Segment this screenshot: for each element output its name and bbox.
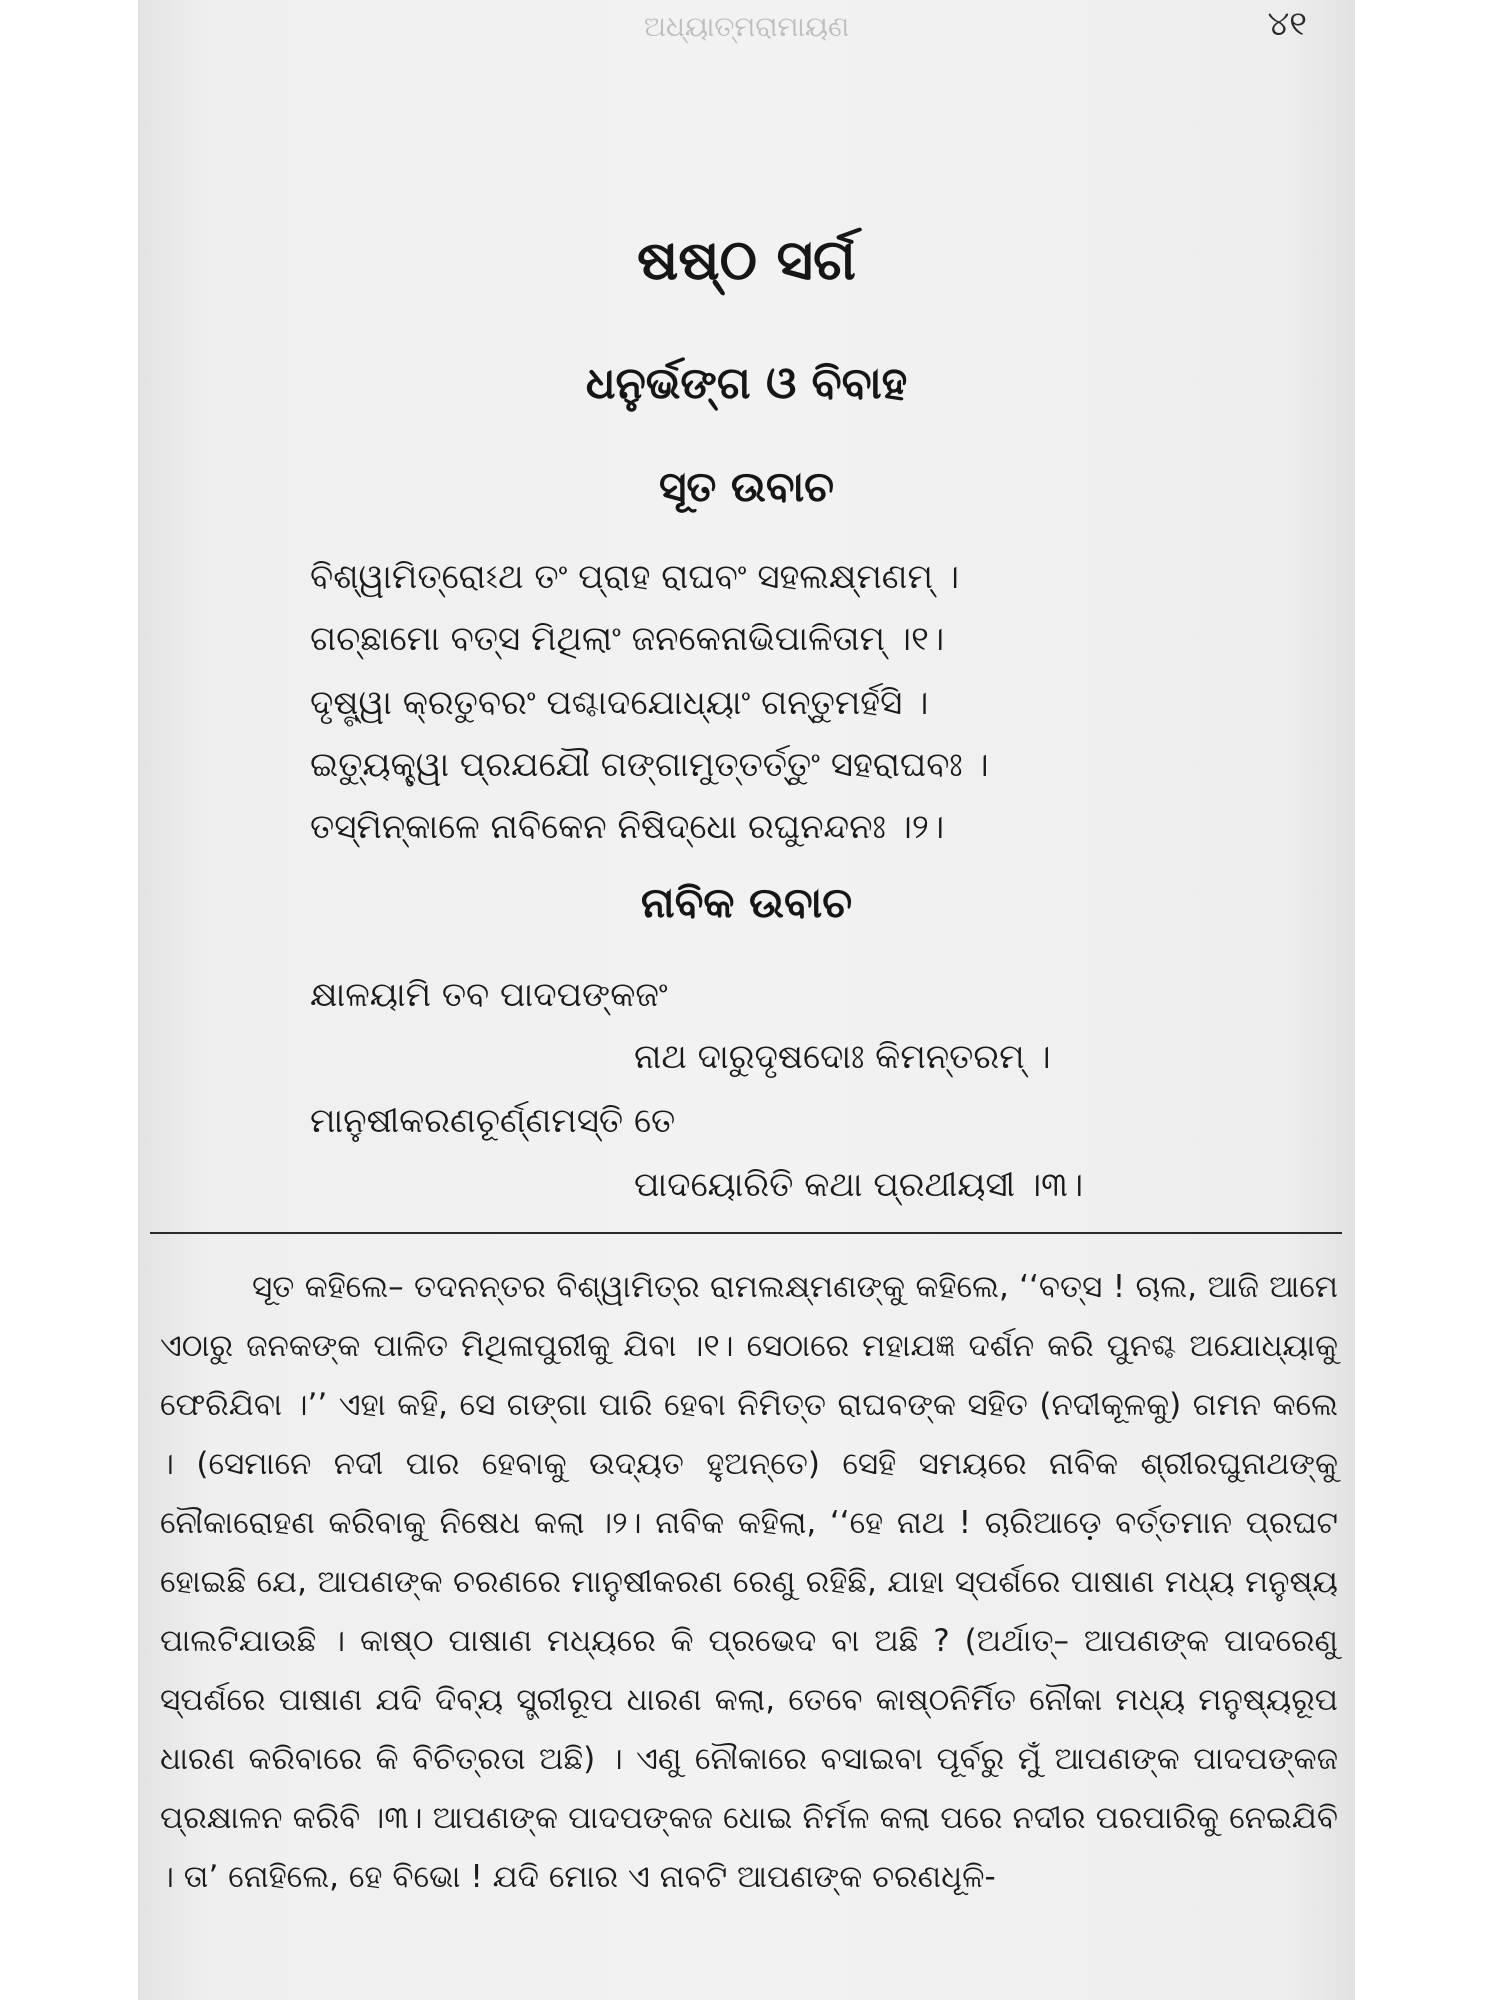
verse-line: ଇତ୍ୟୁକ୍ତ୍ୱା ପ୍ରଯଯୌ ଗଙ୍ଗାମୁତ୍ତର୍ତ୍ତୁଂ ସହରାଘବଃ । [310,745,989,785]
section-title: ଧନୁର୍ଭଙ୍ଗ ଓ ବିବାହ [585,358,908,409]
speaker-heading-navika: ନାବିକ ଉବାଚ [640,878,853,927]
verse-line: ମାନୁଷୀକରଣଚୂର୍ଣ୍ଣମସ୍ତି ତେ [310,1101,676,1141]
running-header: ଅଧ୍ୟାତ୍ମରାମାୟଣ [643,10,850,43]
verse-line: ଗଚ୍ଛାମୋ ବତ୍ସ ମିଥିଲାଂ ଜନକେନାଭିପାଳିତାମ୍ ।୧। [310,619,945,659]
chapter-title: ଷଷ୍ଠ ସର୍ଗ [636,228,857,293]
book-page [138,0,1355,2000]
translation-block [160,1258,1338,1907]
left-margin [0,0,138,2000]
translation-paragraph: ସୂତ କହିଲେ– ତଦନନ୍ତର ବିଶ୍ୱାମିତ୍ର ରାମଲକ୍ଷ୍ମଣଙ୍କୁ କହିଲେ, ‘‘ବତ୍ସ ! ଚାଲ, ଆଜି ଆମେ ଏଠାରୁ ଜନକଙ୍କ ପାଳିତ ମିଥିଳାପୁରୀକୁ ଯିବା ।୧। ସେଠାରେ ମହାଯଜ୍ଞ ଦର୍ଶନ କରି ପୁନଶ୍ଚ ଅଯୋଧ୍ୟାକୁ ଫେରିଯିବା ।’’ ଏହା କହି, ସେ ଗଙ୍ଗା ପାରି ହେବା ନିମିତ୍ତ ରାଘବଙ୍କ ସହିତ (ନଦୀକୂଳକୁ) ଗମନ କଲେ । (ସେମାନେ ନଦୀ ପାର ହେବାକୁ ଉଦ୍ୟତ ହୁଅନ୍ତେ) ସେହି ସମୟରେ ନାବିକ ଶ୍ରୀରଘୁନାଥଙ୍କୁ ନୌକାରୋହଣ କରିବାକୁ ନିଷେଧ କଲା ।୨। ନାବିକ କହିଲା, ‘‘ହେ ନାଥ ! ଚାରିଆଡ଼େ ବର୍ତ୍ତମାନ ପ୍ରଘଟ ହୋଇଛି ଯେ, ଆପଣଙ୍କ ଚରଣରେ ମାନୁଷୀକରଣ ରେଣୁ ରହିଛି, ଯାହା ସ୍ପର୍ଶରେ ପାଷାଣ ମଧ୍ୟ ମନୁଷ୍ୟ ପାଲଟିଯାଉଛି । କାଷ୍ଠ ପାଷାଣ ମଧ୍ୟରେ କି ପ୍ରଭେଦ ବା ଅଛି ? (ଅର୍ଥାତ୍– ଆପଣଙ୍କ ପାଦରେଣୁ ସ୍ପର୍ଶରେ ପାଷାଣ ଯଦି ଦିବ୍ୟ ସ୍ତ୍ରୀରୂପ ଧାରଣ କଲା, ତେବେ କାଷ୍ଠନିର୍ମିତ ନୌକା ମଧ୍ୟ ମନୁଷ୍ୟରୂପ ଧାରଣ କରିବାରେ କି ବିଚିତ୍ରତା ଅଛି) । ଏଣୁ ନୌକାରେ ବସାଇବା ପୂର୍ବରୁ ମୁଁ ଆପଣଙ୍କ ପାଦପଙ୍କଜ ପ୍ରକ୍ଷାଳନ କରିବି ।୩। ଆପଣଙ୍କ ପାଦପଙ୍କଜ ଧୋଇ ନିର୍ମଳ କଲା ପରେ ନଦୀର ପରପାରିକୁ ନେଇଯିବି । ତା’ ନୋହିଲେ, ହେ ବିଭୋ ! ଯଦି ମୋର ଏ ନାବଟି ଆପଣଙ୍କ ଚରଣଧୂଳି- [160,1269,1338,1895]
verse-line: ପାଦୟୋରିତି କଥା ପ୍ରଥୀୟସୀ ।୩। [634,1165,1084,1205]
verse-line: ନାଥ ଦାରୁଦୃଷଦୋଃ କିମନ୍ତରମ୍ । [634,1037,1051,1077]
speaker-heading-suta: ସୂତ ଉବାଚ [658,462,835,511]
section-divider [150,1232,1342,1234]
verse-line: ତସ୍ମିନ୍‌କାଳେ ନାବିକେନ ନିଷିଦ୍ଧୋ ରଘୁନନ୍ଦନଃ ।୨। [310,807,945,847]
verse-line: କ୍ଷାଳୟାମି ତବ ପାଦପଙ୍କଜଂ [310,975,668,1015]
right-margin [1355,0,1500,2000]
verse-line: ବିଶ୍ୱାମିତ୍ରୋଽଥ ତଂ ପ୍ରାହ ରାଘବଂ ସହଲକ୍ଷ୍ମଣମ୍ । [310,557,960,597]
page-number: ୪୧ [1267,4,1307,44]
verse-line: ଦୃଷ୍ଟ୍ୱା କ୍ରତୁବରଂ ପଶ୍ଚାଦଯୋଧ୍ୟାଂ ଗନ୍ତୁମର୍ହସି । [310,683,929,723]
